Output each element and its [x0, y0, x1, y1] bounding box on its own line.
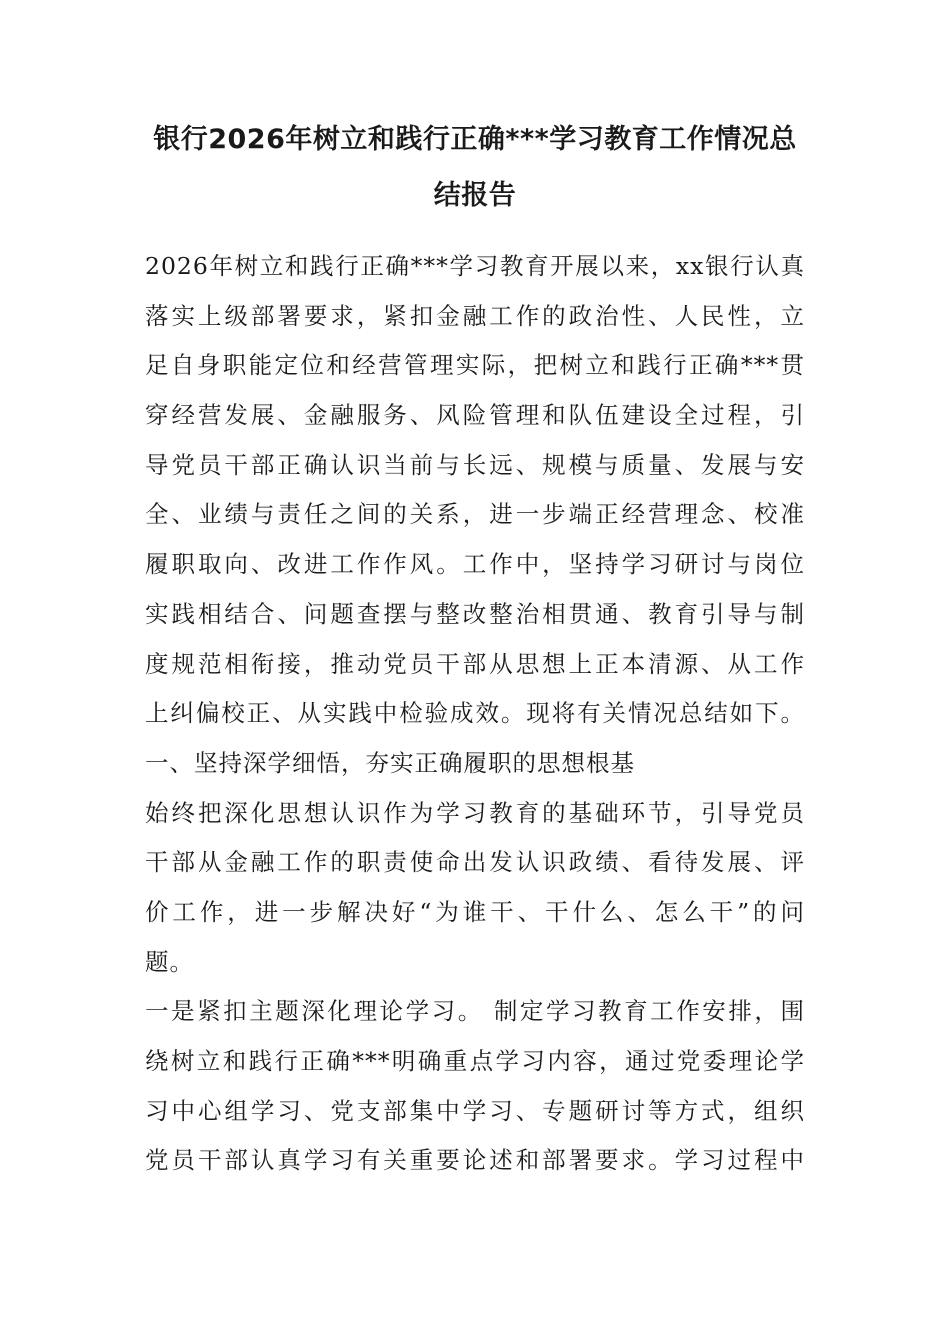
document-title: [140, 112, 810, 224]
body-text-line: 2026年树立和践行正确***学习教育开展以来，xx银行认真: [145, 252, 805, 280]
body-text-line: 始终把深化思想认识作为学习教育的基础环节，引导党员: [145, 798, 805, 827]
body-text-line: 足自身职能定位和经营管理实际，把树立和践行正确***贯: [145, 351, 805, 380]
body-text-line: 导党员干部正确认识当前与长远、规模与质量、发展与安: [145, 450, 805, 479]
title-line-2: 结报告: [433, 180, 517, 211]
body-text-line: 穿经营发展、金融服务、风险管理和队伍建设全过程，引: [145, 401, 805, 430]
document-body: [145, 242, 805, 1186]
body-text-line: 价工作，进一步解决好“为谁干、干什么、怎么干”的问: [145, 897, 805, 926]
body-text-line: 习中心组学习、党支部集中学习、专题研讨等方式，组织: [145, 1096, 805, 1125]
body-text-line: 落实上级部署要求，紧扣金融工作的政治性、人民性，立: [145, 301, 805, 330]
body-text-line: 题。: [145, 947, 194, 976]
body-text-line: 一是紧扣主题深化理论学习。 制定学习教育工作安排，围: [145, 997, 805, 1026]
body-text-line: 度规范相衔接，推动党员干部从思想上正本清源、从工作: [145, 649, 805, 678]
body-text-line: 全、业绩与责任之间的关系，进一步端正经营理念、校准: [145, 500, 805, 529]
body-text-line: 履职取向、改进工作作风。工作中，坚持学习研讨与岗位: [145, 550, 805, 579]
body-text-line: 上纠偏校正、从实践中检验成效。现将有关情况总结如下。: [145, 699, 805, 728]
body-text-line: 一、坚持深学细悟，夯实正确履职的思想根基: [145, 748, 635, 777]
body-text-line: 干部从金融工作的职责使命出发认识政绩、看待发展、评: [145, 848, 805, 877]
body-text-line: 党员干部认真学习有关重要论述和部署要求。学习过程中: [145, 1146, 805, 1175]
title-line-1: 银行2026年树立和践行正确***学习教育工作情况总: [153, 124, 797, 155]
body-text-line: 绕树立和践行正确***明确重点学习内容，通过党委理论学: [145, 1047, 805, 1075]
body-text-line: 实践相结合、问题查摆与整改整治相贯通、教育引导与制: [145, 599, 805, 628]
